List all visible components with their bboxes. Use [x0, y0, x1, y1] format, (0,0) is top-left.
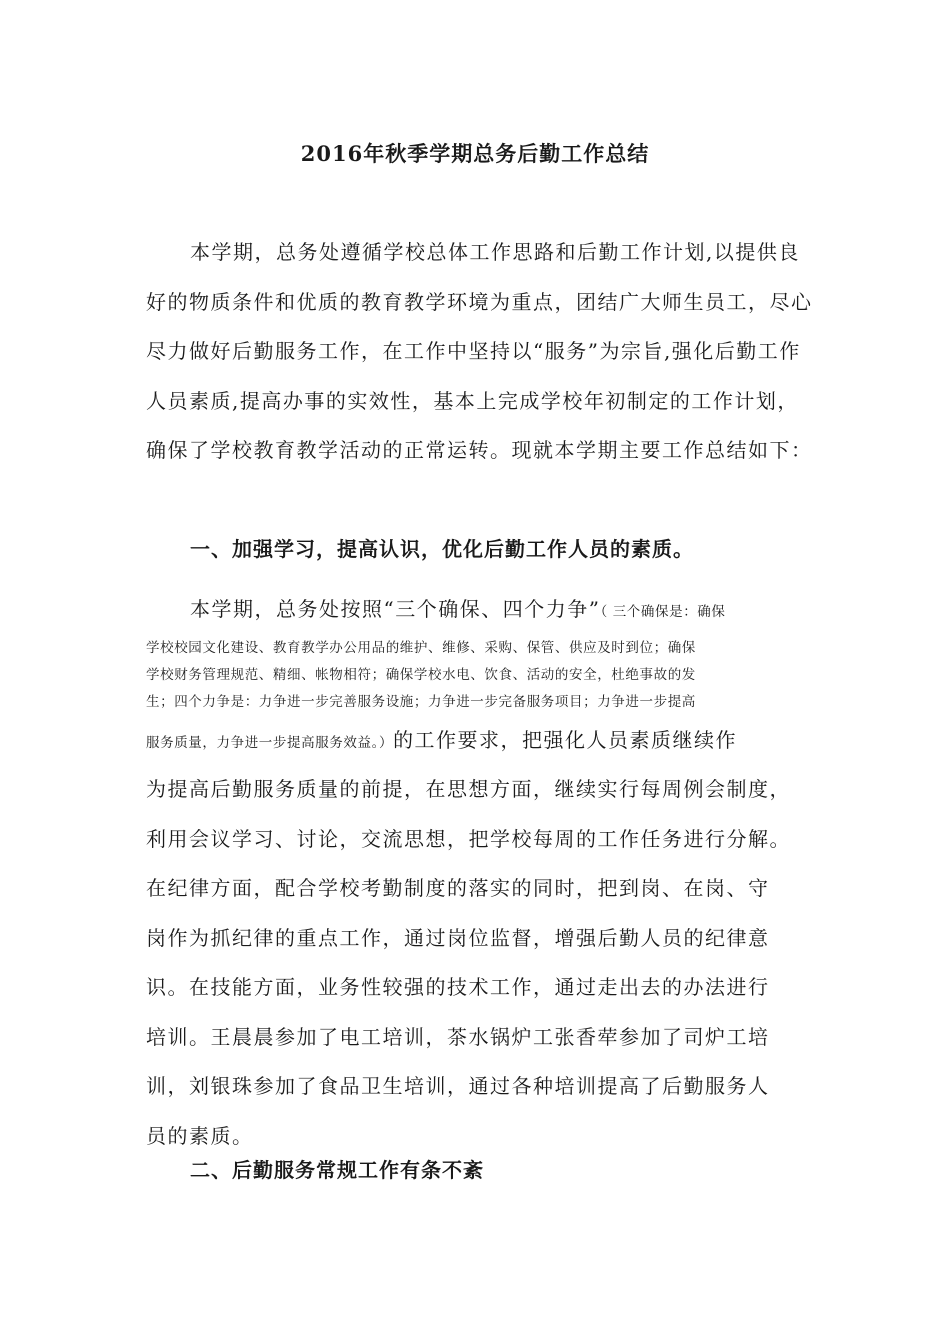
- section-1-line-11: 培训。王晨晨参加了电工培训，茶水锅炉工张香荦参加了司炉工培: [146, 1024, 770, 1049]
- section-1-line-8: 在纪律方面，配合学校考勤制度的落实的同时，把到岗、在岗、守: [146, 876, 770, 900]
- intro-paragraph: 本学期，总务处遵循学校总体工作思路和后勤工作计划,以提供良好的物质条件和优质的教育教学环境为重点，团结广大师生员工，尽心尽力做好后勤服务工作，在工作中坚持以“服务”为宗旨,强化后勤工作人员素质,提高办事的实效性，基本上完成学校年初制定的工作计划，确保了学校教育教学活动的正常运转。现就本学期主要工作总结如下：: [146, 240, 813, 462]
- section-1-line-12: 训，刘银珠参加了食品卫生培训，通过各种培训提高了后勤服务人: [146, 1074, 770, 1098]
- section-1-paragraph: [146, 585, 816, 1161]
- section-1-line-1: 本学期，总务处按照“三个确保、四个力争”（ 三个确保是：确保: [190, 597, 726, 621]
- section-1-note-line-2: 学校校园文化建设、教育教学办公用品的维护、维修、采购、保管、供应及时到位；确保: [146, 639, 696, 656]
- section-1-note-line-4: 生；四个力争是：力争进一步完善服务设施；力争进一步完备服务项目；力争进一步提高: [146, 693, 696, 710]
- section-1-line-6: 为提高后勤服务质量的前提，在思想方面，继续实行每周例会制度，: [146, 777, 791, 801]
- section-1-line-13: 员的素质。: [146, 1123, 254, 1148]
- section-1-line-10: 识。在技能方面，业务性较强的技术工作，通过走出去的办法进行: [146, 975, 770, 999]
- section-1-line-5: 服务质量，力争进一步提高服务效益。）的工作要求，把强化人员素质继续作: [146, 727, 738, 752]
- document-title: 2016年秋季学期总务后勤工作总结: [300, 141, 650, 166]
- section-1-line-7: 利用会议学习、讨论，交流思想，把学校每周的工作任务进行分解。: [146, 826, 791, 851]
- section-1-line-9: 岗作为抓纪律的重点工作，通过岗位监督，增强后勤人员的纪律意: [146, 925, 770, 950]
- section-2-heading: 二、后勤服务常规工作有条不紊: [190, 1158, 484, 1182]
- section-1-heading: 一、加强学习，提高认识，优化后勤工作人员的素质。: [190, 537, 694, 561]
- section-1-note-line-3: 学校财务管理规范、精细、帐物相符；确保学校水电、饮食、活动的安全，杜绝事故的发: [146, 666, 696, 683]
